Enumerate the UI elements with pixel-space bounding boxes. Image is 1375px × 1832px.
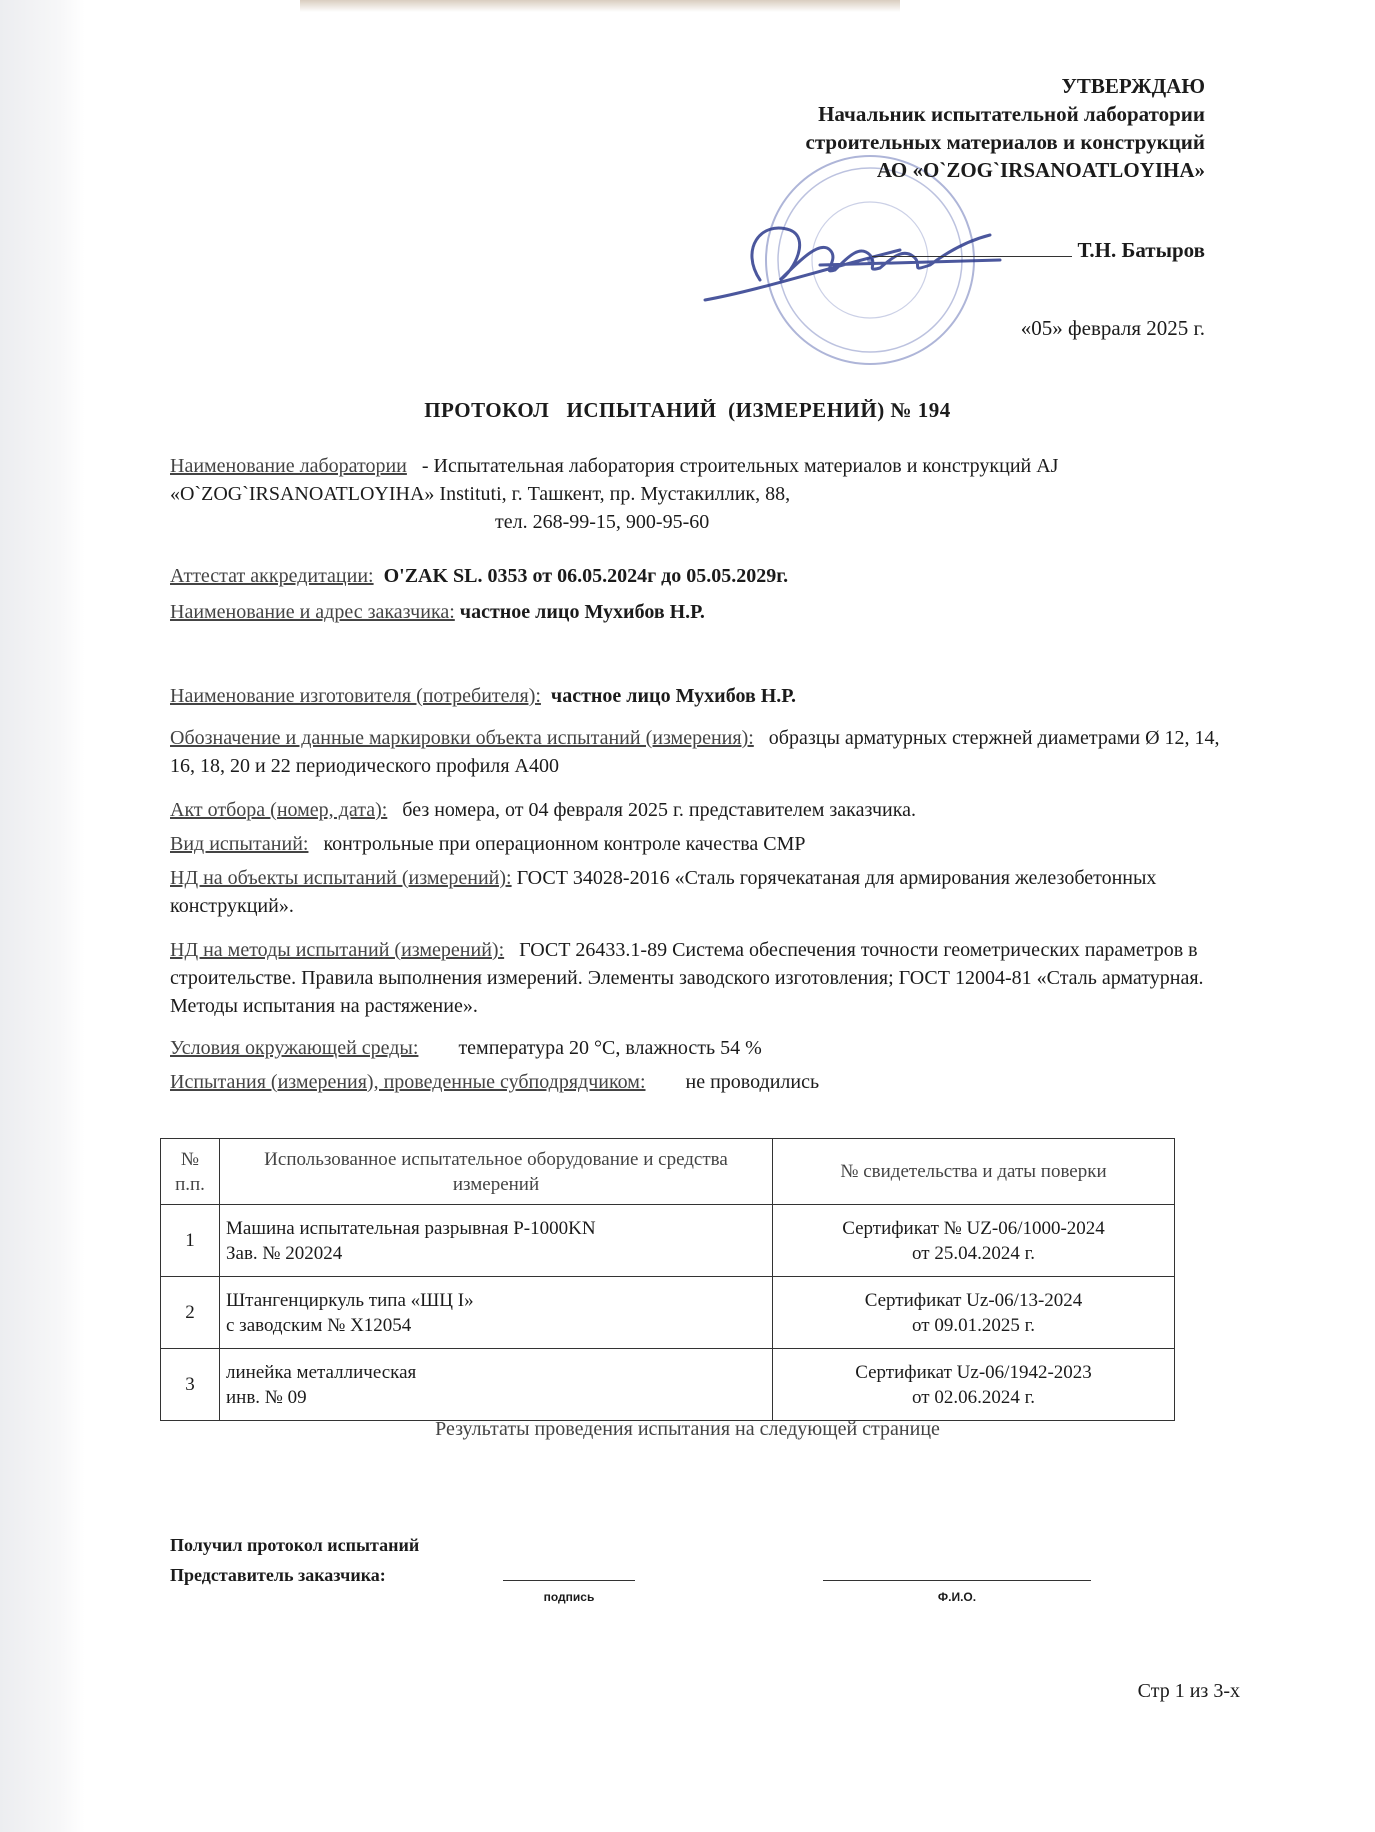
- certificate-cell: [773, 1277, 1175, 1349]
- field-nd-methods: [170, 936, 1240, 1020]
- approval-organization: АО «O`ZOG`IRSANOATLOYIHA»: [876, 158, 1205, 182]
- field-value: без номера, от 04 февраля 2025 г. представителем заказчика.: [402, 799, 917, 821]
- signature-caption: подпись: [543, 1590, 595, 1604]
- representative-label: Представитель заказчика:: [170, 1565, 386, 1585]
- column-header-certificate: № свидетельства и даты поверки: [773, 1139, 1175, 1205]
- field-label: Испытания (измерения), проведенные субподрядчиком:: [170, 1071, 646, 1093]
- field-label: Условия окружающей среды:: [170, 1037, 419, 1059]
- equipment-name: линейка металлическая: [226, 1361, 417, 1383]
- approval-position-2: строительных материалов и конструкций: [805, 130, 1205, 154]
- equipment-cell: [220, 1349, 773, 1421]
- table-row: [161, 1277, 1175, 1349]
- row-number: 1: [161, 1205, 220, 1277]
- next-page-note: Результаты проведения испытания на следующей странице: [435, 1418, 940, 1440]
- certificate-number: Сертификат Uz-06/13-2024: [864, 1289, 1083, 1311]
- name-caption: Ф.И.О.: [937, 1590, 977, 1604]
- field-subcontractor: [170, 1068, 1240, 1096]
- field-accreditation: [170, 562, 1240, 590]
- field-value: ГОСТ 34028-2016 «Сталь горячекатаная для армирования железобетонных конструкций».: [170, 867, 1157, 917]
- approval-heading: УТВЕРЖДАЮ: [1061, 74, 1205, 98]
- field-test-type: [170, 830, 1240, 858]
- equipment-serial: инв. № 09: [226, 1386, 307, 1408]
- equipment-serial: с заводским № X12054: [226, 1314, 412, 1336]
- page-title: ПРОТОКОЛ ИСПЫТАНИЙ (ИЗМЕРЕНИЙ) № 194: [424, 398, 951, 422]
- field-value: не проводились: [685, 1071, 820, 1093]
- field-lab: [170, 452, 1240, 536]
- field-label: Наименование и адрес заказчика:: [170, 601, 455, 623]
- field-label: Обозначение и данные маркировки объекта испытаний (измерения):: [170, 727, 754, 749]
- equipment-name: Штангенциркуль типа «ШЦ I»: [226, 1289, 474, 1311]
- field-value: O'ZAK SL. 0353 от 06.05.2024г до 05.05.2029г.: [383, 565, 789, 587]
- signature-icon: [700, 210, 1040, 320]
- field-label: НД на объекты испытаний (измерений):: [170, 867, 512, 889]
- field-value: температура 20 °С, влажность 54 %: [458, 1037, 762, 1059]
- field-label: Аттестат аккредитации:: [170, 565, 374, 587]
- lab-phone: тел. 268-99-15, 900-95-60: [495, 511, 710, 533]
- page-number: Стр 1 из 3-х: [1137, 1680, 1240, 1702]
- field-value: контрольные при операционном контроле качества СМР: [323, 833, 806, 855]
- field-label: Наименование лаборатории: [170, 455, 407, 477]
- certificate-number: Сертификат № UZ-06/1000-2024: [842, 1217, 1105, 1239]
- column-header-equipment: Использованное испытательное оборудование и средства измерений: [220, 1139, 773, 1205]
- scan-shadow: [0, 0, 85, 1832]
- field-value: ГОСТ 26433.1-89 Система обеспечения точности геометрических параметров в строительстве. Правила выполнения измерений. Элементы заводского изготовления; ГОСТ 12004-81 «Сталь арматурная. Методы испытания на растяжение».: [170, 939, 1204, 1017]
- field-manufacturer: [170, 682, 1240, 710]
- approval-position-1: Начальник испытательной лаборатории: [818, 102, 1205, 126]
- signer-name: Т.Н. Батыров: [1077, 238, 1205, 262]
- table-row: [161, 1205, 1175, 1277]
- table-header-row: [161, 1139, 1175, 1205]
- certificate-number: Сертификат Uz-06/1942-2023: [855, 1361, 1092, 1383]
- certificate-cell: [773, 1349, 1175, 1421]
- field-object: [170, 724, 1240, 780]
- field-nd-objects: [170, 864, 1240, 920]
- certificate-date: от 09.01.2025 г.: [912, 1314, 1035, 1336]
- scan-shadow-top: [300, 0, 900, 12]
- signature-line: [503, 1580, 635, 1581]
- field-sampling: [170, 796, 1240, 824]
- approval-date: «05» февраля 2025 г.: [1020, 316, 1205, 340]
- field-label: НД на методы испытаний (измерений):: [170, 939, 505, 961]
- row-number: 2: [161, 1277, 220, 1349]
- table-row: [161, 1349, 1175, 1421]
- approval-signer: [872, 238, 1205, 263]
- column-header-number: № п.п.: [161, 1139, 220, 1205]
- field-value: частное лицо Мухибов Н.Р.: [550, 685, 797, 707]
- signer-underline: [872, 256, 1072, 257]
- field-customer: [170, 598, 1240, 626]
- equipment-cell: [220, 1277, 773, 1349]
- field-environment: [170, 1034, 1240, 1062]
- field-label: Акт отбора (номер, дата):: [170, 799, 388, 821]
- equipment-name: Машина испытательная разрывная Р-1000KN: [226, 1217, 596, 1239]
- received-label: Получил протокол испытаний: [170, 1535, 420, 1555]
- equipment-table: [160, 1138, 1175, 1421]
- field-label: Наименование изготовителя (потребителя):: [170, 685, 541, 707]
- certificate-cell: [773, 1205, 1175, 1277]
- field-label: Вид испытаний:: [170, 833, 309, 855]
- approval-block: [806, 72, 1205, 184]
- field-value: образцы арматурных стержней диаметрами Ø 12, 14, 16, 18, 20 и 22 периодического профиля А400: [170, 727, 1220, 777]
- row-number: 3: [161, 1349, 220, 1421]
- field-value: - Испытательная лаборатория строительных материалов и конструкций AJ «O`ZOG`IRSANOATLOYIHA» Instituti, г. Ташкент, пр. Мустакиллик, 88,: [170, 455, 1059, 505]
- equipment-serial: Зав. № 202024: [226, 1242, 343, 1264]
- equipment-cell: [220, 1205, 773, 1277]
- name-line: [823, 1580, 1091, 1581]
- field-value: частное лицо Мухибов Н.Р.: [459, 601, 705, 623]
- certificate-date: от 25.04.2024 г.: [912, 1242, 1035, 1264]
- certificate-date: от 02.06.2024 г.: [912, 1386, 1035, 1408]
- receipt-block: [170, 1530, 419, 1590]
